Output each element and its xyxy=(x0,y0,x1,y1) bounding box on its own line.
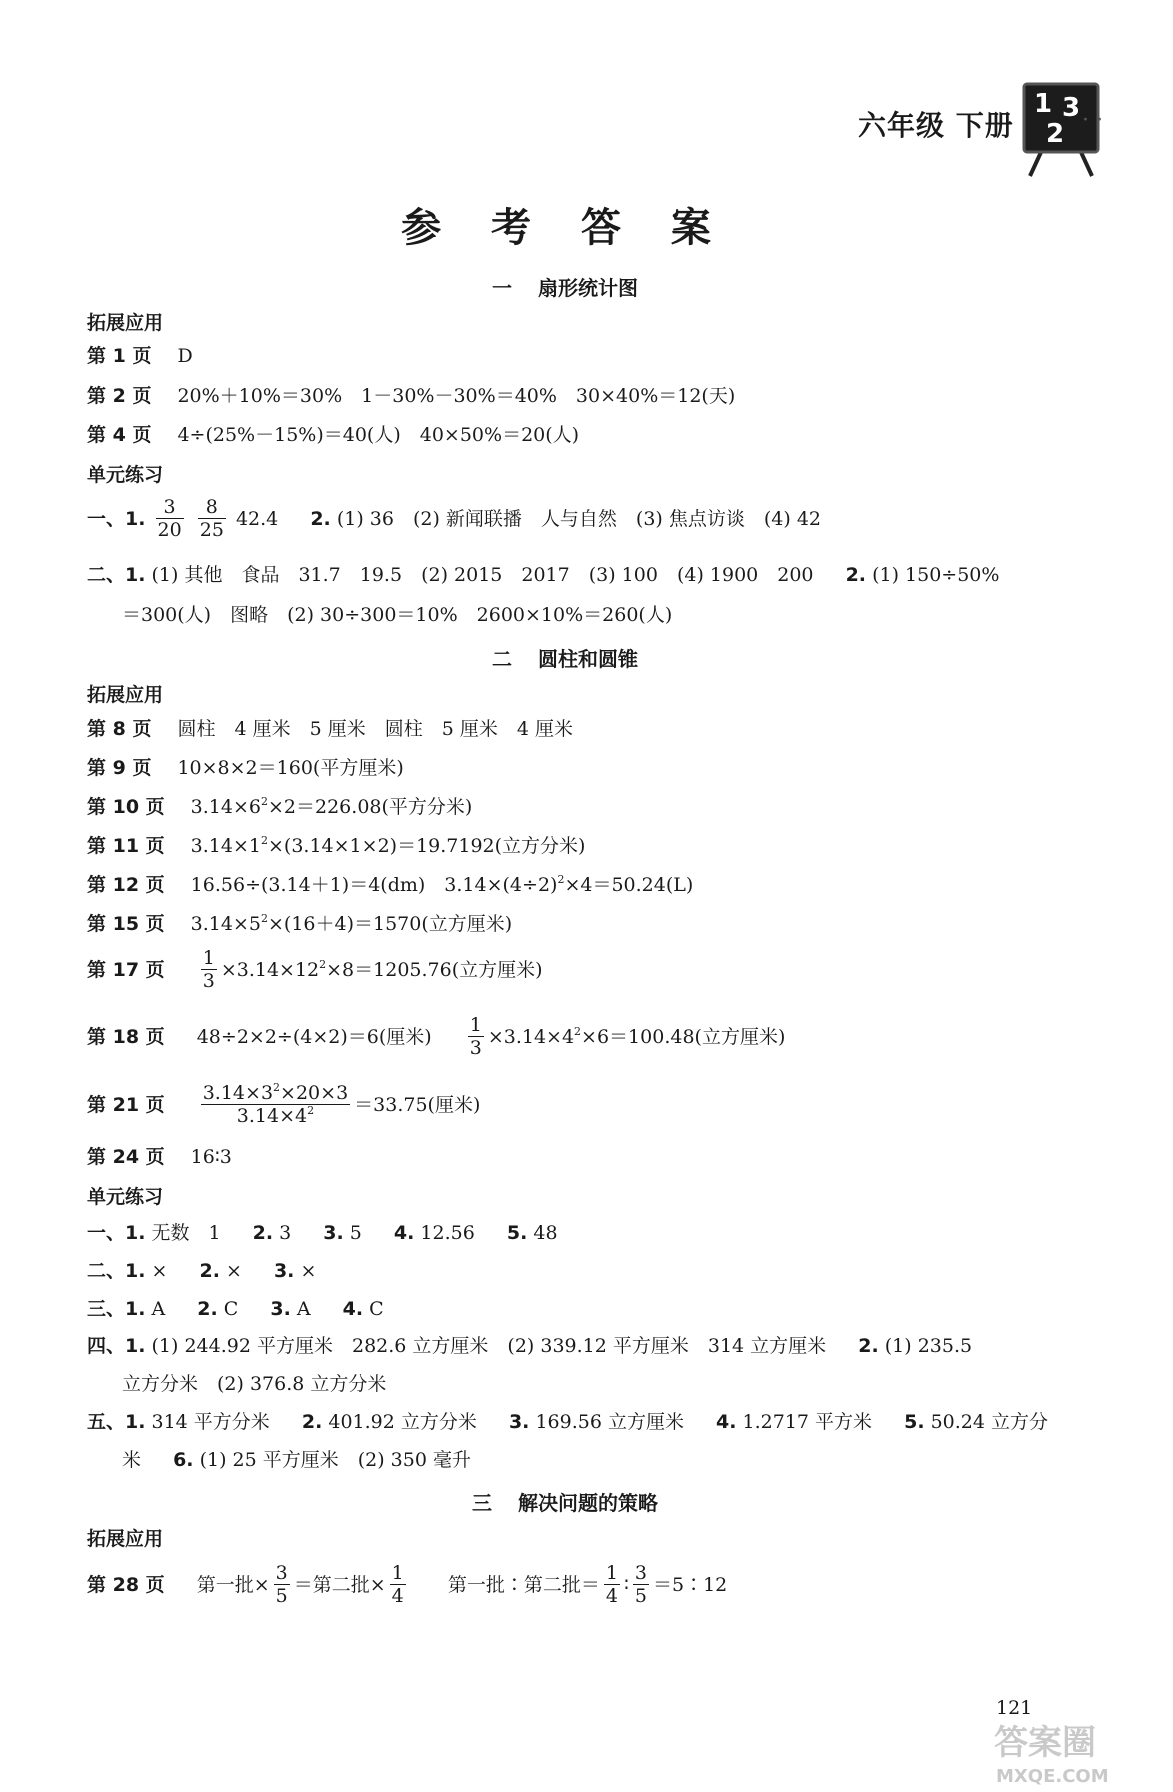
exercise-2: 二、1. (1) 其他 食品 31.7 19.5 (2) 2015 2017 (3) 100 (4) 1900 200 2. (1) 150÷50% xyxy=(87,564,1000,586)
unit-exercise-5-continued: 米 6. (1) 25 平方厘米 (2) 350 毫升 xyxy=(122,1449,471,1471)
fraction: $\frac{3}{5}$ xyxy=(634,1562,647,1607)
answer-page-15: 第 15 页 $3.14\times 5^2\times(16+4)=1570$(立方厘米) xyxy=(87,912,513,935)
unit-exercise-5: 五、1. 314 平方分米 2. 401.92 立方分米 3. 169.56 立方厘米 4. 1.2717 平方米 5. 50.24 立方分 xyxy=(87,1411,1049,1433)
section-extended-application: 拓展应用 xyxy=(87,312,164,334)
watermark-logo xyxy=(984,1712,1162,1788)
fraction: $\frac{8}{25}$ xyxy=(199,496,224,541)
fraction: $\frac{1}{3}$ xyxy=(469,1014,482,1059)
answer-page-11: 第 11 页 $3.14\times 1^2\times(3.14\times 1\times 2)=19.7192$(立方分米) xyxy=(87,834,586,857)
fraction: $\frac{1}{3}$ xyxy=(202,947,215,992)
grade-label: 六年级 下册 xyxy=(858,109,1014,142)
watermark-top: 答案圈 xyxy=(994,1723,1096,1763)
chapter-1-heading: 一 扇形统计图 xyxy=(492,276,638,300)
answer-page-1: 第 1 页 D xyxy=(87,345,193,367)
answer-page-2: 第 2 页 20%＋10%＝30% 1－30%－30%＝40% 30×40%＝12(天) xyxy=(87,385,736,407)
section-unit-practice: 单元练习 xyxy=(87,464,164,486)
answer-page-8: 第 8 页 圆柱 4 厘米 5 厘米 圆柱 5 厘米 4 厘米 xyxy=(87,718,573,740)
fraction: $\frac{3.14\times 3^2\times 20\times 3}{3.14\times 4^2}$ xyxy=(202,1081,349,1127)
unit-exercise-3: 三、1. A 2. C 3. A 4. C xyxy=(87,1298,384,1320)
header-dots: · · xyxy=(1082,108,1103,133)
page-number: 121 xyxy=(996,1697,1033,1719)
answer-page-24: 第 24 页 16∶3 xyxy=(87,1146,232,1168)
answer-page-17: 第 17 页 $\frac{1}{3}$ $\times 3.14\times 12^2\times 8=1205.76$(立方厘米) xyxy=(87,947,543,992)
unit-exercise-2: 二、1. × 2. × 3. × xyxy=(87,1260,317,1282)
answer-page-4: 第 4 页 4÷(25%－15%)＝40(人) 40×50%＝20(人) xyxy=(87,424,580,446)
answer-page-28: 第 28 页 第一批× $\frac{3}{5}$ ＝第二批× $\frac{1}{4}$ 第一批∶第二批＝ $\frac{1}{4}$ ∶ $\frac{3}{5}$ ＝5∶12 xyxy=(87,1562,728,1607)
section-extended-application: 拓展应用 xyxy=(87,1528,164,1550)
unit-exercise-4: 四、1. (1) 244.92 平方厘米 282.6 立方厘米 (2) 339.12 平方厘米 314 立方厘米 2. (1) 235.5 xyxy=(87,1335,973,1357)
chapter-3-heading: 三 解决问题的策略 xyxy=(472,1491,658,1515)
page-title: 参 考 答 案 xyxy=(401,205,729,251)
fraction: $\frac{3}{5}$ xyxy=(275,1562,288,1607)
unit-exercise-1: 一、1. 无数 1 2. 3 3. 5 4. 12.56 5. 48 xyxy=(87,1222,558,1244)
fraction: $\frac{3}{20}$ xyxy=(157,496,182,541)
badge-digit-2: 2 xyxy=(1046,119,1065,149)
badge-digit-1: 1 xyxy=(1034,89,1053,119)
exercise-1: 一、1. $\frac{3}{20}$ $\frac{8}{25}$ 42.4 2. (1) 36 (2) 新闻联播 人与自然 (3) 焦点访谈 (4) 42 xyxy=(87,496,821,541)
exercise-2-continued: ＝300(人) 图略 (2) 30÷300＝10% 2600×10%＝260(人) xyxy=(122,604,673,626)
fraction: $\frac{1}{4}$ xyxy=(391,1562,404,1607)
section-extended-application: 拓展应用 xyxy=(87,684,164,706)
answer-page-12: 第 12 页 16.56÷(3.14＋1)＝4(dm) $3.14\times(4\div 2)^2\times 4=50.24(L)$ xyxy=(87,873,694,896)
badge-digit-3: 3 xyxy=(1062,93,1081,123)
section-unit-practice: 单元练习 xyxy=(87,1186,164,1208)
chapter-2-heading: 二 圆柱和圆锥 xyxy=(492,647,638,671)
watermark-bottom: MXQE.COM xyxy=(996,1766,1109,1787)
answer-page-21: 第 21 页 $\frac{3.14\times 3^2\times 20\times 3}{3.14\times 4^2}$ ＝33.75(厘米) xyxy=(87,1081,481,1127)
fraction: $\frac{1}{4}$ xyxy=(605,1562,618,1607)
answer-page-18: 第 18 页 48÷2×2÷(4×2)＝6(厘米) $\frac{1}{3}$ $\times 3.14\times 4^2\times 6=100.48$(立方厘米) xyxy=(87,1014,786,1059)
answer-page-9: 第 9 页 10×8×2＝160(平方厘米) xyxy=(87,757,404,779)
answer-page-10: 第 10 页 $3.14\times 6^2\times 2=226.08$(平方分米) xyxy=(87,795,473,818)
unit-exercise-4-continued: 立方分米 (2) 376.8 立方分米 xyxy=(122,1373,387,1395)
